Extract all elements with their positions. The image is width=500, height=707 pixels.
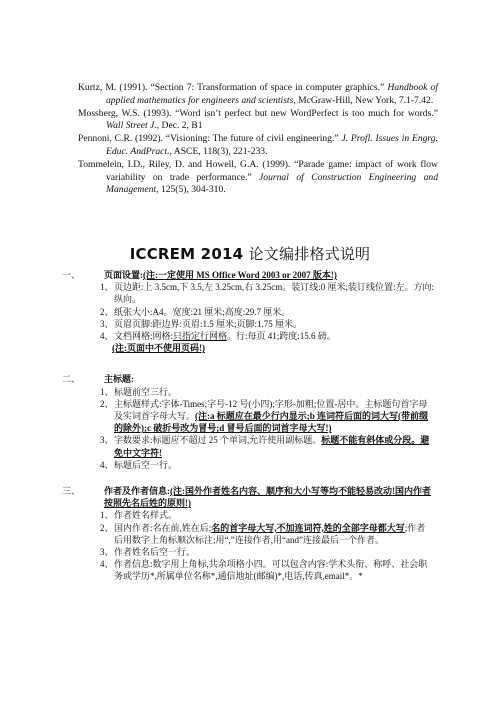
list-item: 2、 国内作者:名在前,姓在后;名的首字母大写,不加连词符,姓的全部字母都大写;作者后用数字上角标顺次标注;用“,”连接作者,用“and”连接最后一个作者。 [100,522,426,545]
reference-entry: Tommelein, I.D., Riley, D. and Howell, G.A. (1999). “Parade game: impact of work flow variability on trade performance.” Journal of Construction Engineering and Management, 125(5), 304-310. [78,159,438,196]
list-item: 4、 标题后空一行。 [100,459,178,470]
list-item: 4、 作者信息:数字用上角标,共余项格小四。可以包含内容:学术头衔、称呼、社会职务或学历*,所属单位名称*,通信地址(邮编)*,电话,传真,email*。* [100,559,428,582]
section-heading: 一、 页面设置:(注:一定使用 MS Office Word 2003 or 2007 版本!) [62,270,337,280]
list-item: 3、 字数要求:标题应不超过 25 个单词,允许使用副标题。标题不能有斜体或分段。避免中文字符! [100,435,430,458]
list-item: 1、 页边距:上 3.5cm,下 3.5,左 3.25cm,右 3.25cm。装订线:0 厘米;装订线位置:左。方向:纵向。 [100,282,434,305]
list-item: 4、 文档网格:网格:只指定行网格。行:每页 41;跨度:15.6 磅。 [100,331,336,342]
page-number-note: (注:页面中不使用页码!) [112,343,205,354]
reference-list [78,82,438,197]
list-item: 2、 纸张大小:A4。宽度:21 厘米;高度:29.7 厘米。 [100,306,291,317]
list-item: 3、 作者姓名后空一行。 [100,547,196,558]
list-item: 1、 标题前空三行。 [100,386,178,397]
format-instructions [62,267,434,583]
reference-entry: Mossberg, W.S. (1993). “Word isn’t perfect but new WordPerfect is too much for words.” Wall Street J., Dec. 2, B1 [78,107,438,132]
list-item: 1、 作者姓名样式。 [100,510,178,521]
list-item: 2、 主标题样式:字体-Times;字号-12 号(小四);字形-加粗;位置-居中。主标题句首字母及实词首字母大写。(注:a 标题应在最少行内显示;b 连词符后面的词大写(带前缀的除外);c 破折号改为冒号;d 冒号后面的词首字母大写!) [100,398,429,434]
section-heading: 三、 作者及作者信息:(注:国外作者姓名内容、顺序和大小写等均不能轻易改动!国内作者按照先名后姓的原则!) [62,486,431,509]
section-heading: 二、 主标题: [62,374,134,385]
reference-entry: Pennoni, C.R. (1992). “Visioning: The future of civil engineering.” J. Profl. Issues in Engrg. Educ. AndPract., ASCE, 118(3), 221-233. [78,133,438,157]
list-item: 3、 页眉页脚:距边界:页眉:1.5 厘米;页脚:1.75 厘米。 [100,318,303,329]
reference-entry: Kurtz, M. (1991). “Section 7: Transformation of space in computer graphics.” Handbook of applied mathematics for engineers and scientists, McGraw-Hill, New York, 7.1-7.42. [78,82,438,106]
page-title: ICCREM 2014 论文编排格式说明 [129,245,371,263]
